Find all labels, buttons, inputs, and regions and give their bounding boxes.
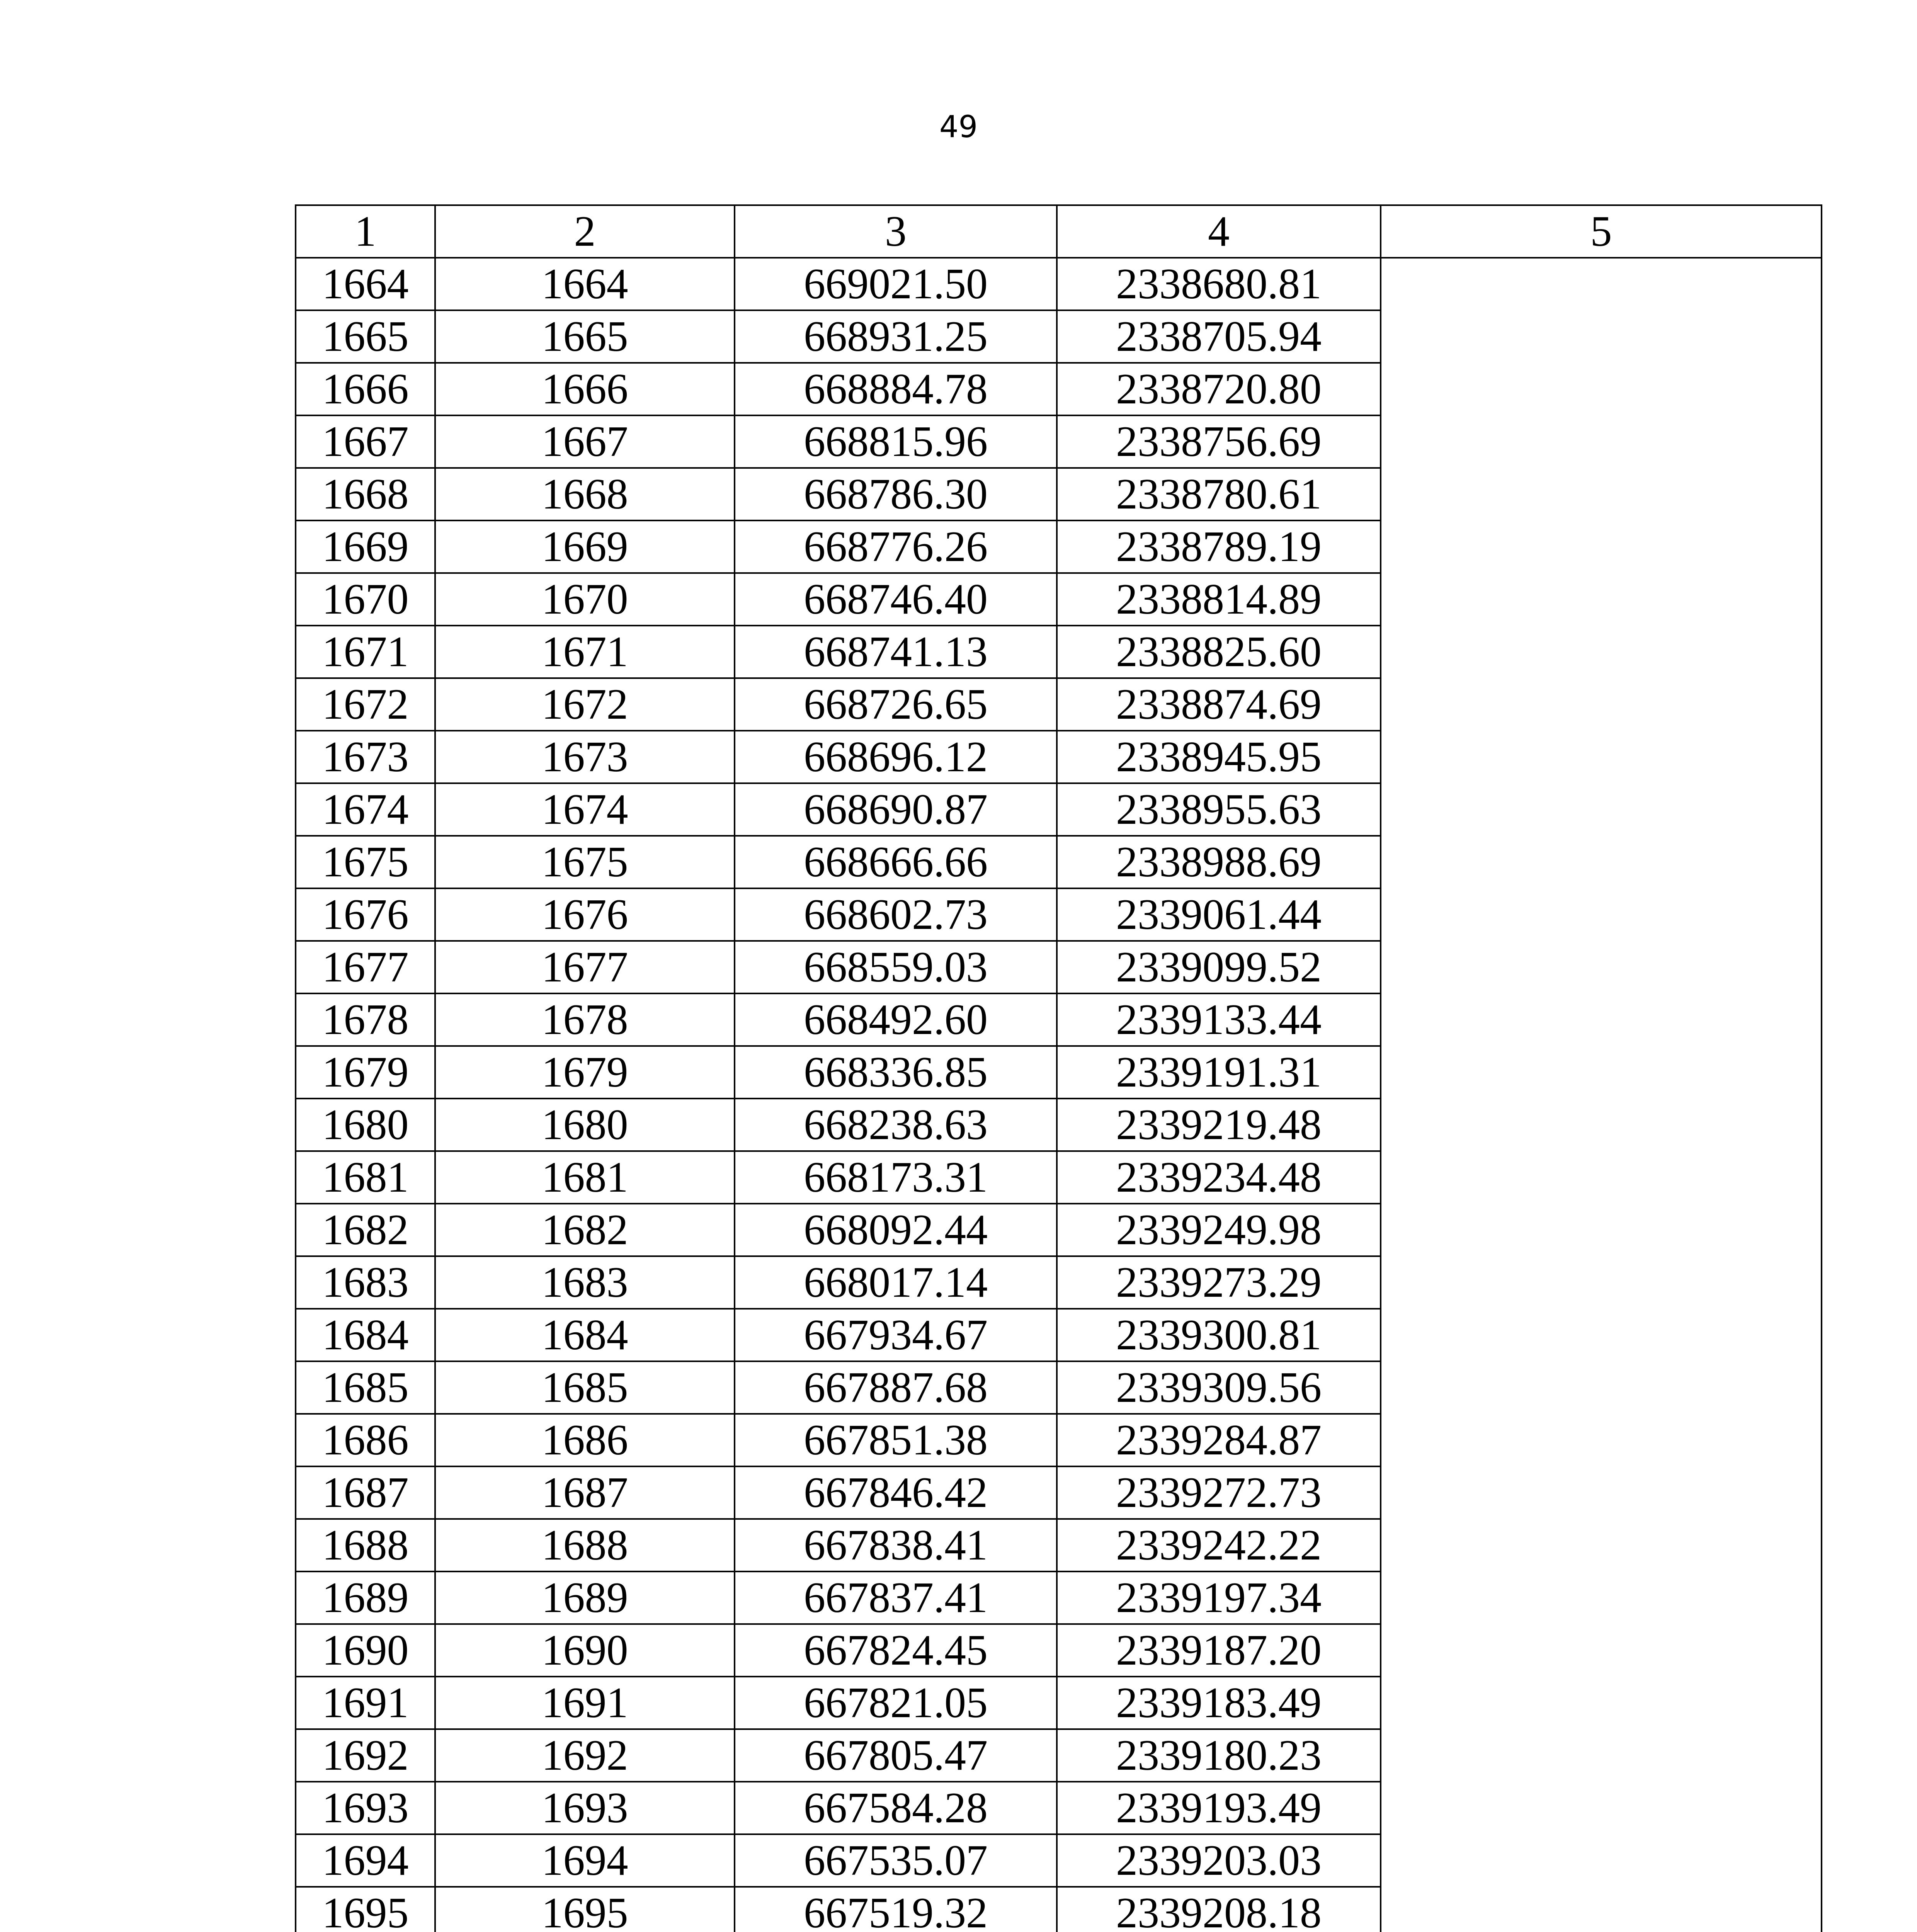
coordinates-table: [295, 204, 1822, 1932]
x-coordinate-cell: 668696.12: [735, 731, 1057, 783]
point-number-cell: 1673: [296, 731, 435, 783]
point-id-cell: 1690: [435, 1624, 735, 1677]
x-coordinate-cell: 669021.50: [735, 258, 1057, 310]
y-coordinate-cell: 2339208.18: [1057, 1887, 1381, 1932]
table-header: [296, 205, 1822, 258]
y-coordinate-cell: 2338945.95: [1057, 731, 1381, 783]
point-number-cell: 1668: [296, 468, 435, 520]
y-coordinate-cell: 2339180.23: [1057, 1729, 1381, 1782]
point-id-cell: 1694: [435, 1834, 735, 1887]
x-coordinate-cell: 668786.30: [735, 468, 1057, 520]
x-coordinate-cell: 668726.65: [735, 678, 1057, 731]
x-coordinate-cell: 668776.26: [735, 520, 1057, 573]
x-coordinate-cell: 668559.03: [735, 941, 1057, 993]
x-coordinate-cell: 667838.41: [735, 1519, 1057, 1571]
y-coordinate-cell: 2339273.29: [1057, 1256, 1381, 1309]
point-id-cell: 1689: [435, 1571, 735, 1624]
x-coordinate-cell: 667824.45: [735, 1624, 1057, 1677]
point-id-cell: 1682: [435, 1204, 735, 1256]
point-number-cell: 1689: [296, 1571, 435, 1624]
x-coordinate-cell: 667837.41: [735, 1571, 1057, 1624]
page-number: 49: [939, 110, 978, 145]
point-number-cell: 1695: [296, 1887, 435, 1932]
point-number-cell: 1682: [296, 1204, 435, 1256]
point-number-cell: 1679: [296, 1046, 435, 1099]
column-header-2: 2: [435, 205, 735, 258]
x-coordinate-cell: 668092.44: [735, 1204, 1057, 1256]
point-id-cell: 1684: [435, 1309, 735, 1361]
y-coordinate-cell: 2339203.03: [1057, 1834, 1381, 1887]
point-number-cell: 1672: [296, 678, 435, 731]
point-number-cell: 1666: [296, 363, 435, 415]
notes-cell: [1381, 258, 1822, 1932]
point-id-cell: 1666: [435, 363, 735, 415]
x-coordinate-cell: 668884.78: [735, 363, 1057, 415]
y-coordinate-cell: 2338680.81: [1057, 258, 1381, 310]
point-number-cell: 1692: [296, 1729, 435, 1782]
y-coordinate-cell: 2339272.73: [1057, 1466, 1381, 1519]
y-coordinate-cell: 2339242.22: [1057, 1519, 1381, 1571]
y-coordinate-cell: 2339133.44: [1057, 993, 1381, 1046]
x-coordinate-cell: 668815.96: [735, 415, 1057, 468]
header-row: [296, 205, 1822, 258]
column-header-1: 1: [296, 205, 435, 258]
x-coordinate-cell: 668492.60: [735, 993, 1057, 1046]
x-coordinate-cell: 668238.63: [735, 1099, 1057, 1151]
point-number-cell: 1685: [296, 1361, 435, 1414]
point-id-cell: 1664: [435, 258, 735, 310]
y-coordinate-cell: 2339099.52: [1057, 941, 1381, 993]
x-coordinate-cell: 667584.28: [735, 1782, 1057, 1834]
x-coordinate-cell: 667805.47: [735, 1729, 1057, 1782]
y-coordinate-cell: 2338780.61: [1057, 468, 1381, 520]
point-id-cell: 1680: [435, 1099, 735, 1151]
x-coordinate-cell: 668690.87: [735, 783, 1057, 836]
y-coordinate-cell: 2339300.81: [1057, 1309, 1381, 1361]
x-coordinate-cell: 668746.40: [735, 573, 1057, 626]
y-coordinate-cell: 2339309.56: [1057, 1361, 1381, 1414]
x-coordinate-cell: 667535.07: [735, 1834, 1057, 1887]
point-id-cell: 1688: [435, 1519, 735, 1571]
point-number-cell: 1690: [296, 1624, 435, 1677]
y-coordinate-cell: 2339193.49: [1057, 1782, 1381, 1834]
x-coordinate-cell: 667851.38: [735, 1414, 1057, 1466]
y-coordinate-cell: 2338814.89: [1057, 573, 1381, 626]
y-coordinate-cell: 2339284.87: [1057, 1414, 1381, 1466]
y-coordinate-cell: 2339187.20: [1057, 1624, 1381, 1677]
point-id-cell: 1669: [435, 520, 735, 573]
point-id-cell: 1692: [435, 1729, 735, 1782]
x-coordinate-cell: 668173.31: [735, 1151, 1057, 1204]
y-coordinate-cell: 2338874.69: [1057, 678, 1381, 731]
column-header-5: 5: [1381, 205, 1822, 258]
y-coordinate-cell: 2339234.48: [1057, 1151, 1381, 1204]
point-id-cell: 1673: [435, 731, 735, 783]
y-coordinate-cell: 2339219.48: [1057, 1099, 1381, 1151]
point-number-cell: 1684: [296, 1309, 435, 1361]
point-id-cell: 1679: [435, 1046, 735, 1099]
point-number-cell: 1678: [296, 993, 435, 1046]
point-id-cell: 1665: [435, 310, 735, 363]
point-id-cell: 1686: [435, 1414, 735, 1466]
point-id-cell: 1667: [435, 415, 735, 468]
point-id-cell: 1674: [435, 783, 735, 836]
point-number-cell: 1686: [296, 1414, 435, 1466]
column-header-4: 4: [1057, 205, 1381, 258]
point-number-cell: 1687: [296, 1466, 435, 1519]
point-id-cell: 1678: [435, 993, 735, 1046]
x-coordinate-cell: 668017.14: [735, 1256, 1057, 1309]
y-coordinate-cell: 2339061.44: [1057, 888, 1381, 941]
x-coordinate-cell: 667934.67: [735, 1309, 1057, 1361]
point-number-cell: 1665: [296, 310, 435, 363]
point-id-cell: 1691: [435, 1677, 735, 1729]
point-number-cell: 1671: [296, 626, 435, 678]
point-number-cell: 1670: [296, 573, 435, 626]
point-id-cell: 1677: [435, 941, 735, 993]
point-number-cell: 1680: [296, 1099, 435, 1151]
x-coordinate-cell: 668602.73: [735, 888, 1057, 941]
point-number-cell: 1669: [296, 520, 435, 573]
point-number-cell: 1677: [296, 941, 435, 993]
point-id-cell: 1685: [435, 1361, 735, 1414]
x-coordinate-cell: 668336.85: [735, 1046, 1057, 1099]
point-number-cell: 1688: [296, 1519, 435, 1571]
point-id-cell: 1675: [435, 836, 735, 888]
point-id-cell: 1672: [435, 678, 735, 731]
x-coordinate-cell: 668666.66: [735, 836, 1057, 888]
point-id-cell: 1683: [435, 1256, 735, 1309]
point-number-cell: 1674: [296, 783, 435, 836]
y-coordinate-cell: 2338705.94: [1057, 310, 1381, 363]
point-number-cell: 1694: [296, 1834, 435, 1887]
y-coordinate-cell: 2338720.80: [1057, 363, 1381, 415]
point-id-cell: 1668: [435, 468, 735, 520]
y-coordinate-cell: 2338756.69: [1057, 415, 1381, 468]
point-number-cell: 1667: [296, 415, 435, 468]
point-id-cell: 1676: [435, 888, 735, 941]
point-id-cell: 1671: [435, 626, 735, 678]
x-coordinate-cell: 667821.05: [735, 1677, 1057, 1729]
y-coordinate-cell: 2339249.98: [1057, 1204, 1381, 1256]
y-coordinate-cell: 2338825.60: [1057, 626, 1381, 678]
y-coordinate-cell: 2338955.63: [1057, 783, 1381, 836]
y-coordinate-cell: 2338789.19: [1057, 520, 1381, 573]
point-id-cell: 1693: [435, 1782, 735, 1834]
y-coordinate-cell: 2338988.69: [1057, 836, 1381, 888]
point-id-cell: 1695: [435, 1887, 735, 1932]
x-coordinate-cell: 667887.68: [735, 1361, 1057, 1414]
point-number-cell: 1676: [296, 888, 435, 941]
point-number-cell: 1683: [296, 1256, 435, 1309]
x-coordinate-cell: 667519.32: [735, 1887, 1057, 1932]
point-id-cell: 1670: [435, 573, 735, 626]
column-header-3: 3: [735, 205, 1057, 258]
x-coordinate-cell: 668931.25: [735, 310, 1057, 363]
point-number-cell: 1664: [296, 258, 435, 310]
table-body: [296, 258, 1822, 1932]
point-number-cell: 1675: [296, 836, 435, 888]
point-number-cell: 1691: [296, 1677, 435, 1729]
x-coordinate-cell: 668741.13: [735, 626, 1057, 678]
y-coordinate-cell: 2339191.31: [1057, 1046, 1381, 1099]
point-id-cell: 1687: [435, 1466, 735, 1519]
y-coordinate-cell: 2339183.49: [1057, 1677, 1381, 1729]
point-number-cell: 1693: [296, 1782, 435, 1834]
y-coordinate-cell: 2339197.34: [1057, 1571, 1381, 1624]
table-row: [296, 258, 1822, 310]
point-id-cell: 1681: [435, 1151, 735, 1204]
x-coordinate-cell: 667846.42: [735, 1466, 1057, 1519]
point-number-cell: 1681: [296, 1151, 435, 1204]
